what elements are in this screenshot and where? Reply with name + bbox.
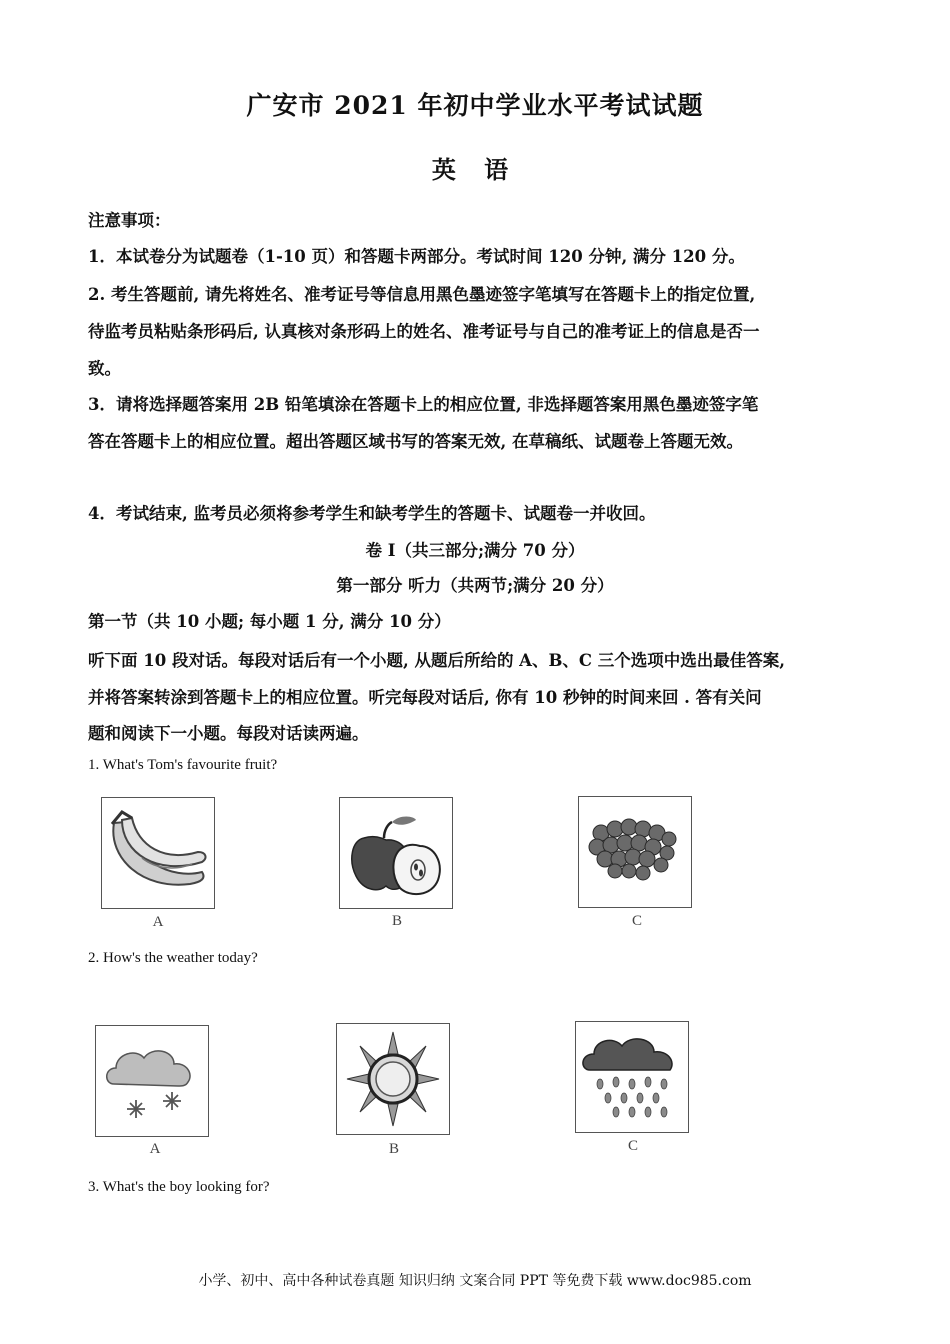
option-b-image <box>336 1023 450 1135</box>
notice-line: 1．本试卷分为试题卷（1-10 页）和答题卡两部分。考试时间 120 分钟, 满分 120 分。 <box>88 247 745 266</box>
option-b-image <box>339 797 453 909</box>
option-b-label: B <box>388 1141 399 1157</box>
option-c-image <box>575 1021 689 1133</box>
instruction-line: 题和阅读下一小题。每段对话读两遍。 <box>88 724 369 743</box>
volume-title: 卷 I（共三部分;满分 70 分） <box>365 541 585 560</box>
snow-icon <box>96 1026 208 1136</box>
notice-line: 3．请将选择题答案用 2B 铅笔填涂在答题卡上的相应位置, 非选择题答案用黑色墨迹签字笔 <box>88 395 759 414</box>
banana-icon <box>102 798 214 908</box>
notice-line: 答在答题卡上的相应位置。超出答题区域书写的答案无效, 在草稿纸、试题卷上答题无效。 <box>88 432 743 451</box>
section-title: 第一节（共 10 小题; 每小题 1 分, 满分 10 分） <box>88 612 451 631</box>
rain-icon <box>576 1022 688 1132</box>
option-a-label: A <box>149 1141 161 1157</box>
option-c-label: C <box>631 913 642 929</box>
question-3-text: 3. What's the boy looking for? <box>88 1179 270 1195</box>
option-a-label: A <box>152 914 164 930</box>
apple-icon <box>340 798 452 908</box>
option-c-image <box>578 796 692 908</box>
notice-line: 2. 考生答题前, 请先将姓名、准考证号等信息用黑色墨迹签字笔填写在答题卡上的指定位置, <box>88 285 756 304</box>
sun-icon <box>337 1024 449 1134</box>
instruction-line: 并将答案转涂到答题卡上的相应位置。听完每段对话后, 你有 10 秒钟的时间来回 . 答有关问 <box>88 688 762 707</box>
question-1-text: 1. What's Tom's favourite fruit? <box>88 757 278 773</box>
notice-heading: 注意事项： <box>88 211 171 230</box>
notice-line: 致。 <box>88 359 121 378</box>
notice-line: 待监考员粘贴条形码后, 认真核对条形码上的姓名、准考证号与自己的准考证上的信息是否一 <box>88 322 760 341</box>
page-footer: 小学、初中、高中各种试卷真题 知识归纳 文案合同 PPT 等免费下载 www.doc985.com <box>198 1273 752 1289</box>
option-a-image <box>101 797 215 909</box>
notice-line: 4．考试结束, 监考员必须将参考学生和缺考学生的答题卡、试题卷一并收回。 <box>88 504 656 523</box>
option-b-label: B <box>391 913 402 929</box>
grapes-icon <box>579 797 691 907</box>
question-2-text: 2. How's the weather today? <box>88 950 258 966</box>
part-title: 第一部分 听力（共两节;满分 20 分） <box>336 576 614 595</box>
option-a-image <box>95 1025 209 1137</box>
instruction-line: 听下面 10 段对话。每段对话后有一个小题, 从题后所给的 A、B、C 三个选项中选出最佳答案, <box>88 651 786 670</box>
subject-title: 英 语 <box>431 155 519 184</box>
option-c-label: C <box>627 1138 638 1154</box>
page-title: 广安市 2021 年初中学业水平考试试题 <box>246 91 704 120</box>
